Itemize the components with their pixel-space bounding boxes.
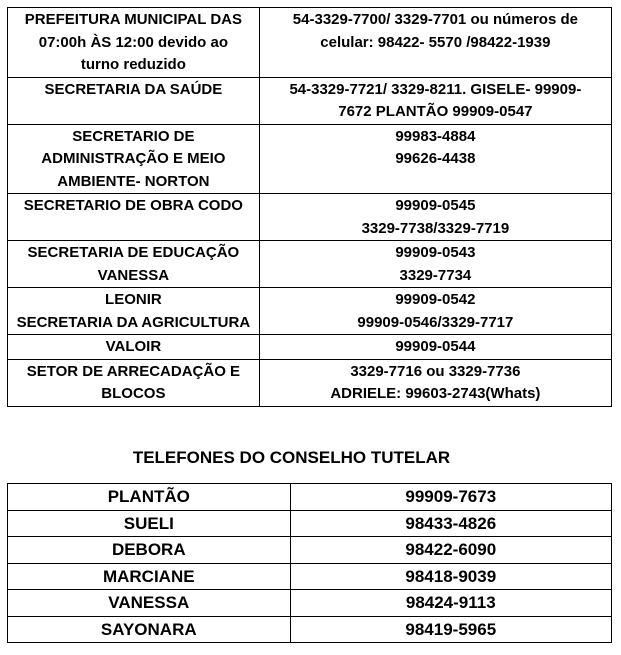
contact-name-line: 07:00h ÀS 12:00 devido ao bbox=[38, 33, 228, 51]
tutelar-phone-cell: 99909-7673 bbox=[290, 484, 611, 511]
contact-phone-cell bbox=[259, 335, 611, 360]
contact-name-line: ADMINISTRAÇÃO E MEIO bbox=[41, 150, 226, 167]
table-row bbox=[8, 77, 612, 124]
contact-phone-line: 99626-4438 bbox=[395, 150, 476, 167]
contact-name-cell bbox=[8, 241, 260, 288]
contacts-table-body bbox=[8, 8, 612, 407]
contact-phone-cell bbox=[259, 77, 611, 124]
contact-name-cell bbox=[8, 8, 260, 78]
contact-phone-line: 99909-0546/3329-7717 bbox=[357, 313, 514, 331]
contact-phone-cell bbox=[259, 8, 611, 78]
tutelar-name-cell: SUELI bbox=[8, 510, 291, 537]
tutelar-phone-cell: 98424-9113 bbox=[290, 590, 611, 617]
contact-name-cell bbox=[8, 359, 260, 406]
contact-phone-cell bbox=[259, 194, 611, 241]
tutelar-table-body bbox=[8, 484, 612, 643]
contact-phone-line: 7672 PLANTÃO 99909-0547 bbox=[338, 103, 533, 120]
contact-phone-line: 99909-0544 bbox=[395, 338, 476, 355]
contact-name-line: turno reduzido bbox=[80, 56, 186, 73]
table-row bbox=[8, 590, 612, 617]
contact-name-line: VALOIR bbox=[105, 338, 162, 355]
tutelar-name-cell: PLANTÃO bbox=[8, 484, 291, 511]
contact-name-line: SECRETARIO DE OBRA CODO bbox=[23, 197, 243, 214]
tutelar-phone-cell: 98419-5965 bbox=[290, 616, 611, 643]
contact-phone-line: 99909-0542 bbox=[395, 291, 476, 308]
contact-name-cell bbox=[8, 335, 260, 360]
table-row bbox=[8, 8, 612, 78]
tutelar-section-title: TELEFONES DO CONSELHO TUTELAR bbox=[132, 448, 451, 467]
tutelar-phone-cell: 98418-9039 bbox=[290, 563, 611, 590]
tutelar-name-cell: SAYONARA bbox=[8, 616, 291, 643]
contact-phone-line: ADRIELE: 99603-2743(Whats) bbox=[330, 385, 541, 402]
contact-phone-cell bbox=[259, 359, 611, 406]
contact-phone-line: celular: 98422- 5570 /98422-1939 bbox=[320, 33, 551, 51]
contact-phone-cell bbox=[259, 241, 611, 288]
contact-phone-cell bbox=[259, 124, 611, 194]
tutelar-table bbox=[7, 483, 612, 643]
contact-name-line: VANESSA bbox=[97, 266, 170, 284]
table-row bbox=[8, 288, 612, 335]
contact-phone-line: 3329-7738/3329-7719 bbox=[361, 219, 510, 237]
contact-phone-line: 3329-7716 ou 3329-7736 bbox=[350, 362, 521, 380]
contact-phone-line: 54-3329-7721/ 3329-8211. GISELE- 99909- bbox=[289, 80, 582, 98]
contact-name-line: SETOR DE ARRECADAÇÃO E bbox=[26, 362, 241, 380]
contact-name-line: PREFEITURA MUNICIPAL DAS bbox=[24, 11, 242, 28]
tutelar-phone-cell: 98433-4826 bbox=[290, 510, 611, 537]
contact-name-line: LEONIR bbox=[105, 291, 162, 308]
table-row bbox=[8, 563, 612, 590]
tutelar-name-cell: VANESSA bbox=[8, 590, 291, 617]
tutelar-phone-cell: 98422-6090 bbox=[290, 537, 611, 564]
contact-name-line: SECRETARIA DA AGRICULTURA bbox=[16, 313, 251, 331]
table-row bbox=[8, 124, 612, 194]
tutelar-name-cell: DEBORA bbox=[8, 537, 291, 564]
contact-name-line: SECRETARIO DE bbox=[72, 127, 195, 145]
contact-phone-line: 3329-7734 bbox=[399, 266, 472, 284]
contact-name-line: BLOCOS bbox=[101, 385, 166, 402]
table-row bbox=[8, 537, 612, 564]
table-row bbox=[8, 359, 612, 406]
table-row bbox=[8, 241, 612, 288]
contact-name-cell bbox=[8, 288, 260, 335]
contact-phone-cell bbox=[259, 288, 611, 335]
tutelar-name-cell: MARCIANE bbox=[8, 563, 291, 590]
contact-name-cell bbox=[8, 77, 260, 124]
contacts-table bbox=[7, 7, 612, 407]
contact-phone-line: 99909-0543 bbox=[395, 244, 476, 261]
contact-name-line: SECRETARIA DA SAÚDE bbox=[44, 80, 223, 98]
table-row bbox=[8, 484, 612, 511]
contact-name-cell bbox=[8, 194, 260, 241]
table-row bbox=[8, 616, 612, 643]
contact-phone-line: 99983-4884 bbox=[395, 127, 476, 145]
contact-name-line: AMBIENTE- NORTON bbox=[57, 172, 210, 190]
table-row bbox=[8, 335, 612, 360]
table-row bbox=[8, 194, 612, 241]
contact-name-line: SECRETARIA DE EDUCAÇÃO bbox=[27, 244, 240, 261]
contact-name-cell bbox=[8, 124, 260, 194]
contact-phone-line: 54-3329-7700/ 3329-7701 ou números de bbox=[292, 11, 578, 28]
table-row bbox=[8, 510, 612, 537]
contact-phone-line: 99909-0545 bbox=[395, 197, 476, 214]
